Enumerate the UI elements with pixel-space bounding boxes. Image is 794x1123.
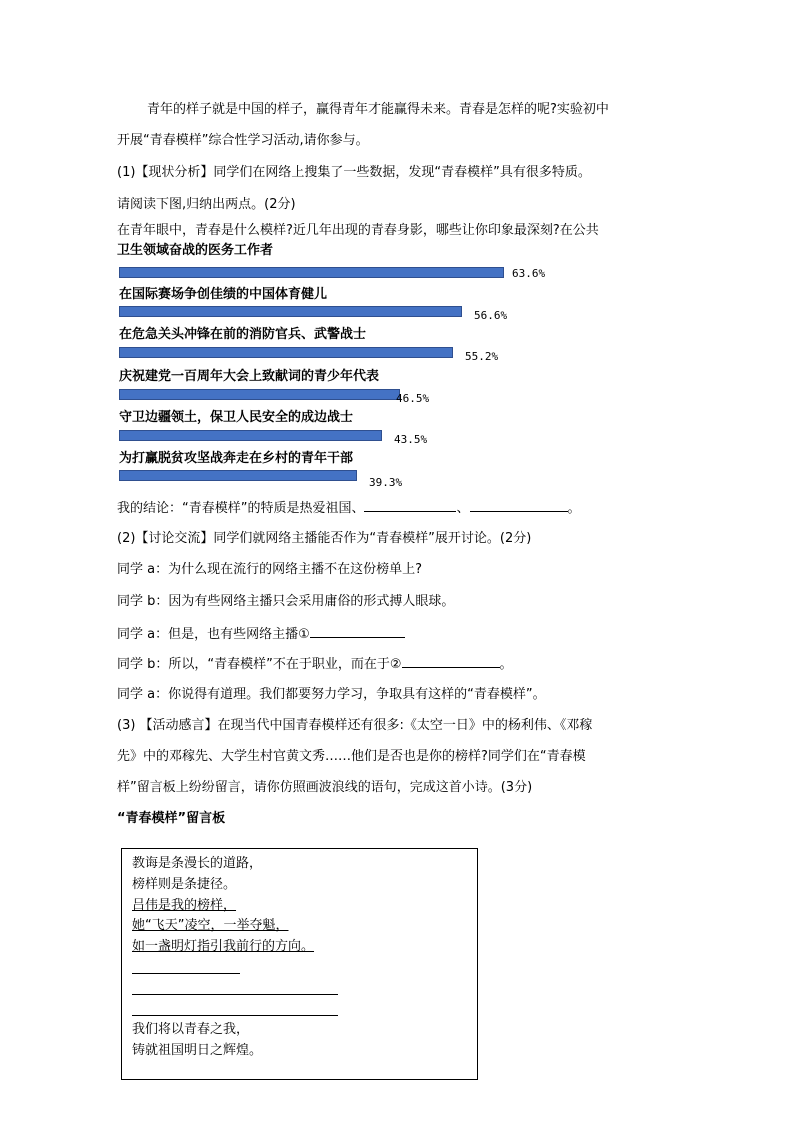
conclusion-blank-1[interactable] — [364, 499, 456, 512]
chart-category-label-2: 在国际赛场争创佳绩的中国体育健儿 — [119, 287, 328, 302]
q1-line-2: 请阅读下图,归纳出两点。(2分) — [117, 197, 296, 212]
q2-dialogue-b1: 同学 b：因为有些网络主播只会采用庸俗的形式搏人眼球。 — [117, 594, 455, 609]
q3-line-1: (3) 【活动感言】在现当代中国青春模样还有很多:《太空一日》中的杨利伟、《邓稼 — [117, 718, 593, 733]
chart-value-label-3: 55.2% — [465, 350, 499, 363]
chart-value-label-4: 46.5% — [396, 392, 430, 405]
chart-bar-4 — [119, 389, 400, 400]
conclusion-separator: 、 — [456, 501, 470, 516]
intro-line-2: 开展“青春模样”综合性学习活动,请你参与。 — [117, 133, 369, 148]
q2-heading: (2)【讨论交流】同学们就网络主播能否作为“青春模样”展开讨论。(2分) — [117, 531, 532, 546]
poem-line-5: 如一盏明灯指引我前行的方向。 — [132, 939, 315, 954]
q2-a2-text: 同学 a：但是，也有些网络主播① — [117, 627, 310, 642]
poem-line-2: 榜样则是条捷径。 — [132, 877, 237, 892]
chart-bar-1 — [119, 267, 504, 278]
poem-line-7: 铸就祖国明日之辉煌。 — [132, 1043, 263, 1058]
chart-category-label-4: 庆祝建党一百周年大会上致献词的青少年代表 — [119, 369, 380, 384]
q2-dialogue-b2 — [117, 655, 513, 674]
q2-blank-2[interactable] — [402, 655, 500, 668]
poem-line-1: 教诲是条漫长的道路， — [132, 856, 263, 871]
chart-value-label-5: 43.5% — [394, 433, 428, 446]
poem-blank-3[interactable] — [132, 1015, 338, 1016]
conclusion-line — [117, 499, 581, 518]
poem-line-4: 她“飞天”凌空，一举夺魁， — [132, 918, 289, 933]
q3-line-3: 样”留言板上纷纷留言，请你仿照画波浪线的语句，完成这首小诗。(3分) — [117, 780, 533, 795]
intro-line-1: 青年的样子就是中国的样子，赢得青年才能赢得未来。青春是怎样的呢?实验初中 — [147, 102, 609, 117]
conclusion-blank-2[interactable] — [470, 499, 568, 512]
q2-b2-end: 。 — [499, 657, 513, 672]
chart-bar-6 — [119, 470, 357, 481]
q2-dialogue-a2 — [117, 625, 405, 644]
chart-category-label-3: 在危急关头冲锋在前的消防官兵、武警战士 — [119, 327, 367, 342]
chart-category-label-6: 为打赢脱贫攻坚战奔走在乡村的青年干部 — [119, 451, 354, 466]
chart-title-line-1: 在青年眼中，青春是什么模样?近几年出现的青春身影，哪些让你印象最深刻?在公共 — [117, 223, 599, 238]
chart-value-label-6: 39.3% — [369, 476, 403, 489]
q2-b2-text: 同学 b：所以，“青春模样”不在于职业，而在于② — [117, 657, 402, 672]
q3-line-2: 先》中的邓稼先、大学生村官黄文秀……他们是否也是你的榜样?同学们在“青春模 — [117, 749, 586, 764]
chart-title-line-2: 卫生领域奋战的医务工作者 — [117, 243, 274, 258]
chart-value-label-2: 56.6% — [474, 309, 508, 322]
chart-bar-3 — [119, 347, 453, 358]
poem-blank-2[interactable] — [132, 994, 338, 995]
chart-category-label-5: 守卫边疆领土，保卫人民安全的成边战士 — [119, 410, 354, 425]
q2-blank-1[interactable] — [310, 625, 405, 638]
poem-blank-1[interactable] — [132, 973, 240, 974]
poem-line-3: 吕伟是我的榜样， — [132, 898, 237, 913]
q2-dialogue-a3: 同学 a：你说得有道理。我们都要努力学习，争取具有这样的“青春模样”。 — [117, 687, 546, 702]
chart-bar-2 — [119, 306, 462, 317]
q1-line-1: (1)【现状分析】同学们在网络上搜集了一些数据，发现“青春模样”具有很多特质。 — [117, 165, 591, 180]
chart-value-label-1: 63.6% — [512, 267, 546, 280]
conclusion-prefix: 我的结论：“青春模样”的特质是热爱祖国、 — [117, 501, 365, 516]
conclusion-end: 。 — [567, 501, 581, 516]
poem-line-6: 我们将以青春之我， — [132, 1022, 250, 1037]
q2-dialogue-a1: 同学 a：为什么现在流行的网络主播不在这份榜单上? — [117, 562, 422, 577]
chart-bar-5 — [119, 430, 382, 441]
board-title: “青春模样”留言板 — [117, 811, 226, 826]
